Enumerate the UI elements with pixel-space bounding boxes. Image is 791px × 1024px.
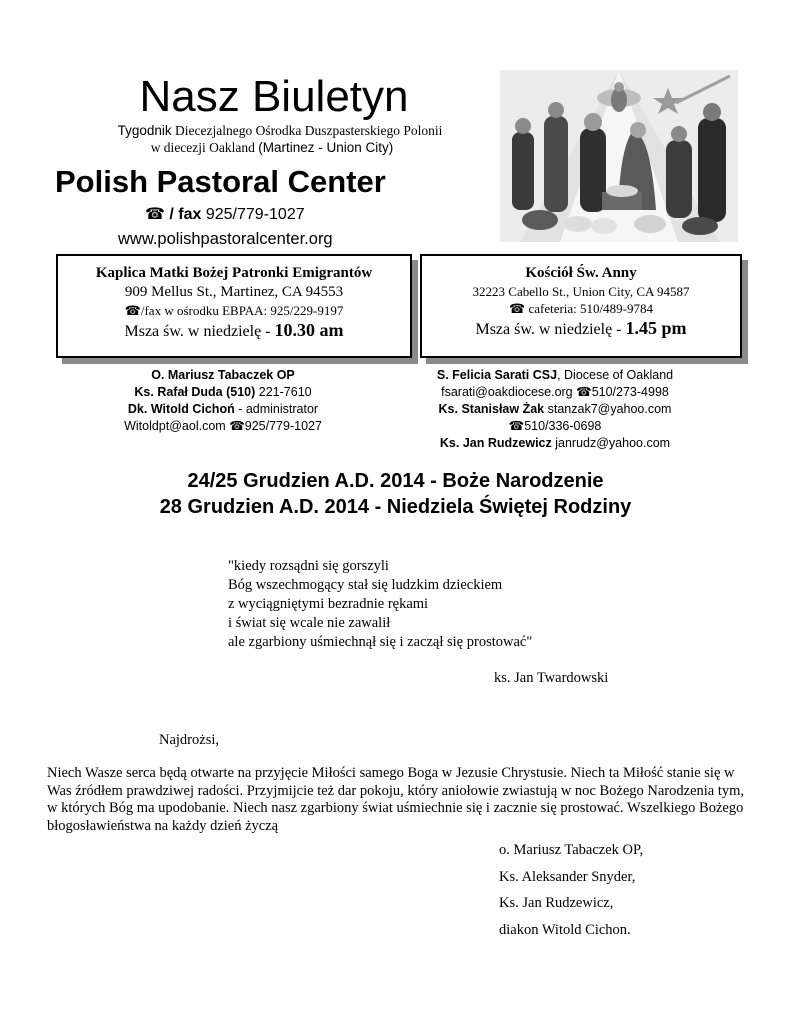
clergy-phone: 221-7610 — [258, 385, 312, 399]
poem-line: "kiedy rozsądni się gorszyli — [228, 558, 389, 574]
church-phone-line — [422, 300, 740, 317]
chapel-info-box — [56, 254, 412, 358]
signature-line: diakon Witold Cichon. — [499, 921, 631, 938]
clergy-role: - administrator — [238, 402, 319, 416]
clergy-phone: 510/273-4998 — [591, 385, 669, 399]
clergy-email[interactable]: Witoldpt@aol.com — [124, 419, 226, 433]
bulletin-subtitle-line1 — [0, 123, 560, 139]
signature-line: Ks. Jan Rudzewicz, — [499, 895, 614, 911]
poem-line: z wyciągniętymi bezradnie rękami — [228, 596, 429, 612]
church-address: 32223 Cabello St., Union City, CA 94587 — [472, 284, 690, 299]
clergy-name: Ks. Stanisław Żak — [438, 402, 545, 416]
clergy-list-left — [112, 367, 334, 435]
bulletin-subtitle-line2 — [0, 140, 544, 156]
phone-label: / fax — [169, 206, 202, 223]
phone-icon: ☎ — [145, 206, 165, 223]
phone-icon: ☎ — [576, 385, 592, 399]
chapel-phone-line — [58, 302, 410, 319]
website-link[interactable]: www.polishpastoralcenter.org — [118, 230, 333, 248]
mass-label: Msza św. w niedzielę - — [124, 323, 271, 340]
feast-heading-holy-family: 28 Grudzien A.D. 2014 - Niedziela Świętej Rodziny — [159, 496, 632, 518]
clergy-phone: 510/336-0698 — [524, 419, 602, 433]
clergy-phone: 925/779-1027 — [244, 419, 322, 433]
chapel-address: 909 Mellus St., Martinez, CA 94553 — [124, 284, 344, 300]
poem-line: i świat się wcale nie zawalił — [228, 615, 391, 631]
center-name: Polish Pastoral Center — [55, 164, 386, 199]
chapel-phone: /fax w ośrodku EBPAA: 925/229-9197 — [140, 303, 344, 318]
phone-number: 925/779-1027 — [205, 206, 305, 223]
clergy-name: O. Mariusz Tabaczek OP — [151, 368, 295, 382]
clergy-email[interactable]: fsarati@oakdiocese.org — [441, 385, 573, 399]
church-phone: cafeteria: 510/489-9784 — [528, 301, 653, 316]
phone-icon: ☎ — [509, 301, 526, 316]
subtitle-word: Tygodnik — [117, 123, 172, 138]
clergy-email[interactable]: stanzak7@yahoo.com — [547, 402, 672, 416]
letter-body: Niech Wasze serca będą otwarte na przyjęcie Miłości samego Boga w Jezusie Chrystusie. Niech ta Miłość stanie się w Was źródłem prawdziwej radości. Przyjmijcie też dar pokoju, który aniołowie zwiastują w noc Bożego Narodzenia tym, w których Bóg ma upodobanie. Niech nasz zgarbiony świat uśmiechnie się i zacznie się prostować. Wszelkiego Bożego błogosławieństwa na każdy dzień życzą — [47, 765, 745, 834]
clergy-name: Dk. Witold Cichoń — [127, 402, 235, 416]
nativity-scene-image — [500, 70, 738, 242]
clergy-name: S. Felicia Sarati CSJ — [436, 368, 558, 382]
phone-icon: ☎ — [124, 303, 141, 318]
poem-line: ale zgarbiony uśmiechnął się i zaczął się prostować" — [228, 634, 533, 650]
poem-line: Bóg wszechmogący stał się ludzkim dzieckiem — [228, 577, 503, 593]
phone-icon: ☎ — [229, 419, 245, 433]
clergy-email[interactable]: janrudz@yahoo.com — [555, 436, 671, 450]
chapel-name: Kaplica Matki Bożej Patronki Emigrantów — [95, 265, 373, 281]
letter-greeting: Najdrożsi, — [159, 732, 219, 748]
church-name: Kościół Św. Anny — [525, 265, 637, 281]
signature-line: Ks. Aleksander Snyder, — [499, 868, 636, 885]
poem — [228, 557, 532, 652]
signature-line: o. Mariusz Tabaczek OP, — [499, 842, 644, 858]
subtitle-diocese: w diecezji Oakland — [150, 140, 255, 155]
center-phone-line — [145, 205, 305, 225]
chapel-mass-time-line — [58, 319, 410, 343]
letter-signatures — [499, 837, 643, 943]
clergy-name: Ks. Rafał Duda (510) — [134, 385, 256, 399]
mass-time: 1.45 pm — [625, 318, 687, 338]
mass-label: Msza św. w niedzielę - — [475, 321, 622, 338]
feast-heading-christmas: 24/25 Grudzien A.D. 2014 - Boże Narodzenie — [187, 470, 604, 492]
subtitle-cities: (Martinez - Union City) — [258, 140, 394, 155]
clergy-name: Ks. Jan Rudzewicz — [439, 436, 552, 450]
mass-time: 10.30 am — [274, 320, 344, 340]
phone-icon: ☎ — [508, 419, 525, 433]
subtitle-text: Diecezjalnego Ośrodka Duszpasterskiego Polonii — [175, 123, 443, 138]
poem-author: ks. Jan Twardowski — [494, 670, 609, 686]
bulletin-title: Nasz Biuletyn — [139, 72, 409, 121]
clergy-list-right — [420, 367, 690, 452]
clergy-role: , Diocese of Oakland — [557, 368, 674, 382]
church-info-box — [420, 254, 742, 358]
church-mass-time-line — [422, 317, 740, 341]
